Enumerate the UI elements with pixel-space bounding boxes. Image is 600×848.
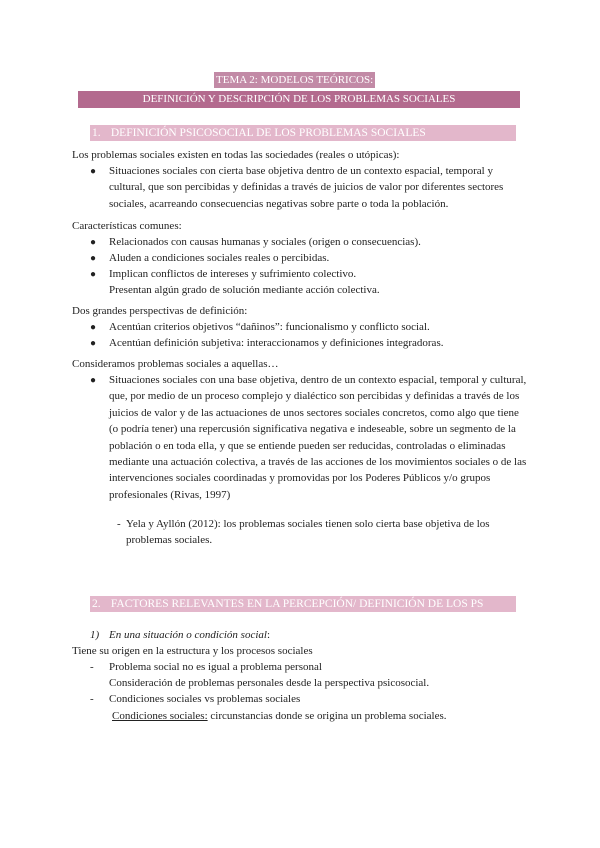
section2-item-extra: Consideración de problemas personales desde la perspectiva psicosocial. (109, 677, 430, 689)
item-dash: - (90, 661, 94, 673)
bullet-icon: ● (90, 237, 97, 248)
subsection-number: 1) (90, 629, 100, 641)
features-heading: Características comunes: (72, 220, 182, 232)
origin-text: Tiene su origen en la estructura y los procesos sociales (72, 645, 313, 657)
conditions-label: Condiciones sociales: (112, 710, 208, 722)
bullet-icon: ● (90, 338, 97, 349)
section-2-number: 2. (92, 598, 101, 610)
perspectives-heading: Dos grandes perspectivas de definición: (72, 305, 248, 317)
feature-extra: Presentan algún grado de solución mediante acción colectiva. (109, 284, 380, 296)
subsection-title (109, 627, 270, 643)
section-1-title: DEFINICIÓN PSICOSOCIAL DE LOS PROBLEMAS SOCIALES (110, 127, 426, 139)
bullet-icon: ● (90, 166, 97, 177)
conditions-line (112, 708, 447, 724)
section-1-number: 1. (92, 127, 101, 139)
intro-bullet-text: Situaciones sociales con cierta base objetiva dentro de un contexto espacial, temporal y cultural, que son percibidas y definidas a través de juicios de valor por diferentes sectores sociales, acarreando consecuencias negativas sobre parte o toda la población. (109, 165, 504, 210)
section-2-title: FACTORES RELEVANTES EN LA PERCEPCIÓN/ DEFINICIÓN DE LOS PS (110, 598, 484, 610)
sub-note-dash: - (117, 518, 121, 530)
section-2-heading (90, 596, 516, 612)
perspective-item: Acentúan definición subjetiva: interaccionamos y definiciones integradoras. (109, 337, 444, 349)
bullet-icon: ● (90, 375, 97, 386)
consider-bullet-text: Situaciones sociales con una base objetiva, dentro de un contexto espacial, temporal y cultural, que, por medio de un proceso complejo y dialéctico son percibidas y definidas a través de los juicios de valor y de las actuaciones de unos sectores sociales concretos, como algo que tiene (o podría tener) una repercusión significativa negativa e indeseable, sobre un segmento de la población o en toda ella, y que se entiende pueden ser reducidas, controladas o eliminadas mediante una actuación colectiva, a través de las acciones de los movimientos sociales o de las intervenciones sociales coordinadas y promovidas por los Poderes Públicos y/o grupos profesionales (Rivas, 1997) (109, 374, 527, 501)
intro-paragraph: Los problemas sociales existen en todas las sociedades (reales o utópicas): (72, 149, 400, 161)
sub-note-text: Yela y Ayllón (2012): los problemas sociales tienen solo cierta base objetiva de los problemas sociales. (126, 518, 490, 547)
bullet-icon: ● (90, 322, 97, 333)
consider-heading: Consideramos problemas sociales a aquellas… (72, 358, 279, 370)
feature-item: Aluden a condiciones sociales reales o percibidas. (109, 252, 330, 264)
section2-item: Condiciones sociales vs problemas sociales (109, 693, 301, 705)
bullet-icon: ● (90, 253, 97, 264)
feature-item: Implican conflictos de intereses y sufrimiento colectivo. (109, 268, 357, 280)
item-dash: - (90, 693, 94, 705)
title-line-1: TEMA 2: MODELOS TEÓRICOS: (216, 74, 374, 86)
feature-item: Relacionados con causas humanas y sociales (origen o consecuencias). (109, 236, 421, 248)
perspective-item: Acentúan criterios objetivos “dañinos”: funcionalismo y conflicto social. (109, 321, 430, 333)
bullet-icon: ● (90, 269, 97, 280)
section-1-heading (90, 125, 516, 141)
conditions-text: circunstancias donde se origina un problema sociales. (207, 710, 447, 722)
subsection-title-text: En una situación o condición social (109, 629, 267, 641)
section2-item: Problema social no es igual a problema personal (109, 661, 322, 673)
title-line-2: DEFINICIÓN Y DESCRIPCIÓN DE LOS PROBLEMAS SOCIALES (78, 91, 520, 108)
subsection-colon: : (266, 629, 271, 641)
